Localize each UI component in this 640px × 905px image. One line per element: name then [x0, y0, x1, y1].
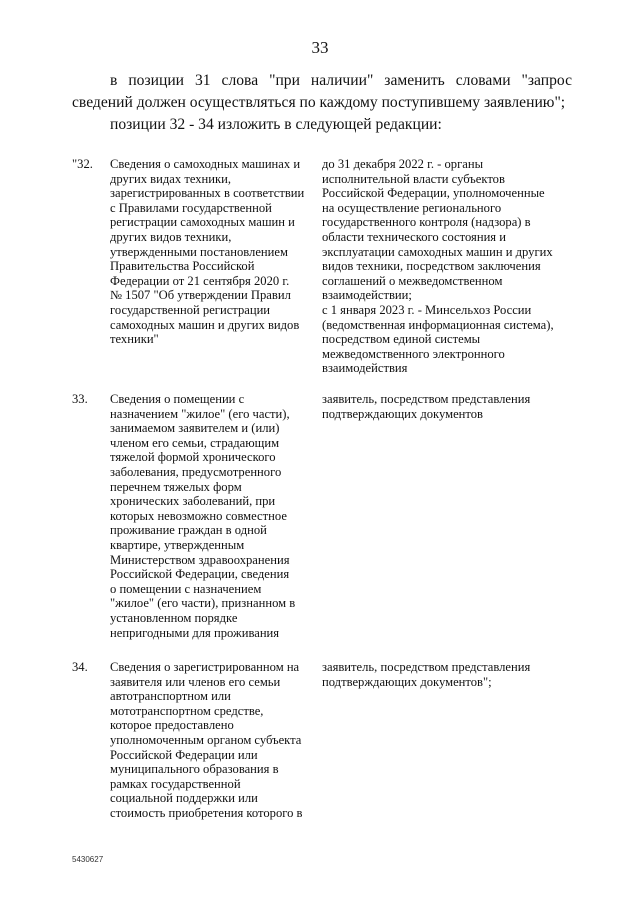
intro-line-3: позиции 32 - 34 изложить в следующей редакции: — [110, 116, 442, 133]
position-number: 33. — [72, 392, 88, 406]
intro-paragraph — [72, 70, 572, 136]
position-source: до 31 декабря 2022 г. - органы исполнительной власти субъектов Российской Федерации, уполномоченные на осуществление регионального государственного контроля (надзора) в области технического состояния и эксплуатации самоходных машин и других видов техники, посредством заключения соглашений о межведомственном взаимодействии; с 1 января 2023 г. - Минсельхоз России (ведомственная информационная система), посредством единой системы межведомственного электронного взаимодействия — [322, 157, 554, 376]
position-source: заявитель, посредством представления подтверждающих документов — [322, 392, 531, 421]
position-number: "32. — [72, 157, 93, 171]
position-source: заявитель, посредством представления подтверждающих документов"; — [322, 660, 531, 689]
position-number: 34. — [72, 660, 88, 674]
position-description: Сведения о помещении с назначением "жилое" (его части), занимаемом заявителем и (или) членом его семьи, страдающим тяжелой формой хронического заболевания, предусмотренного перечнем тяжелых форм хронических заболеваний, при которых невозможно совместное проживание граждан в одной квартире, утвержденным Министерством здравоохранения Российской Федерации, сведения о помещении с назначением "жилое" (его части), признанном в установленном порядке непригодными для проживания — [110, 392, 296, 640]
intro-line-1: в позиции 31 слова "при наличии" заменить словами "запрос — [110, 72, 572, 89]
intro-line-2: сведений должен осуществляться по каждому поступившему заявлению"; — [72, 94, 566, 111]
position-description: Сведения о самоходных машинах и других видах техники, зарегистрированных в соответствии с Правилами государственной регистрации самоходных машин и других видов техники, утвержденными постановлением Правительства Российской Федерации от 21 сентября 2020 г. № 1507 "Об утверждении Правил государственной регистрации самоходных машин и других видов техники" — [110, 157, 305, 347]
page-number: 33 — [311, 38, 329, 57]
position-description: Сведения о зарегистрированном на заявителя или членов его семьи автотранспортном или мототранспортном средстве, которое предоставлено уполномоченным органом субъекта Российской Федерации или муниципального образования в рамках государственной социальной поддержки или стоимость приобретения которого в — [110, 660, 303, 820]
document-code: 5430627 — [72, 855, 104, 864]
